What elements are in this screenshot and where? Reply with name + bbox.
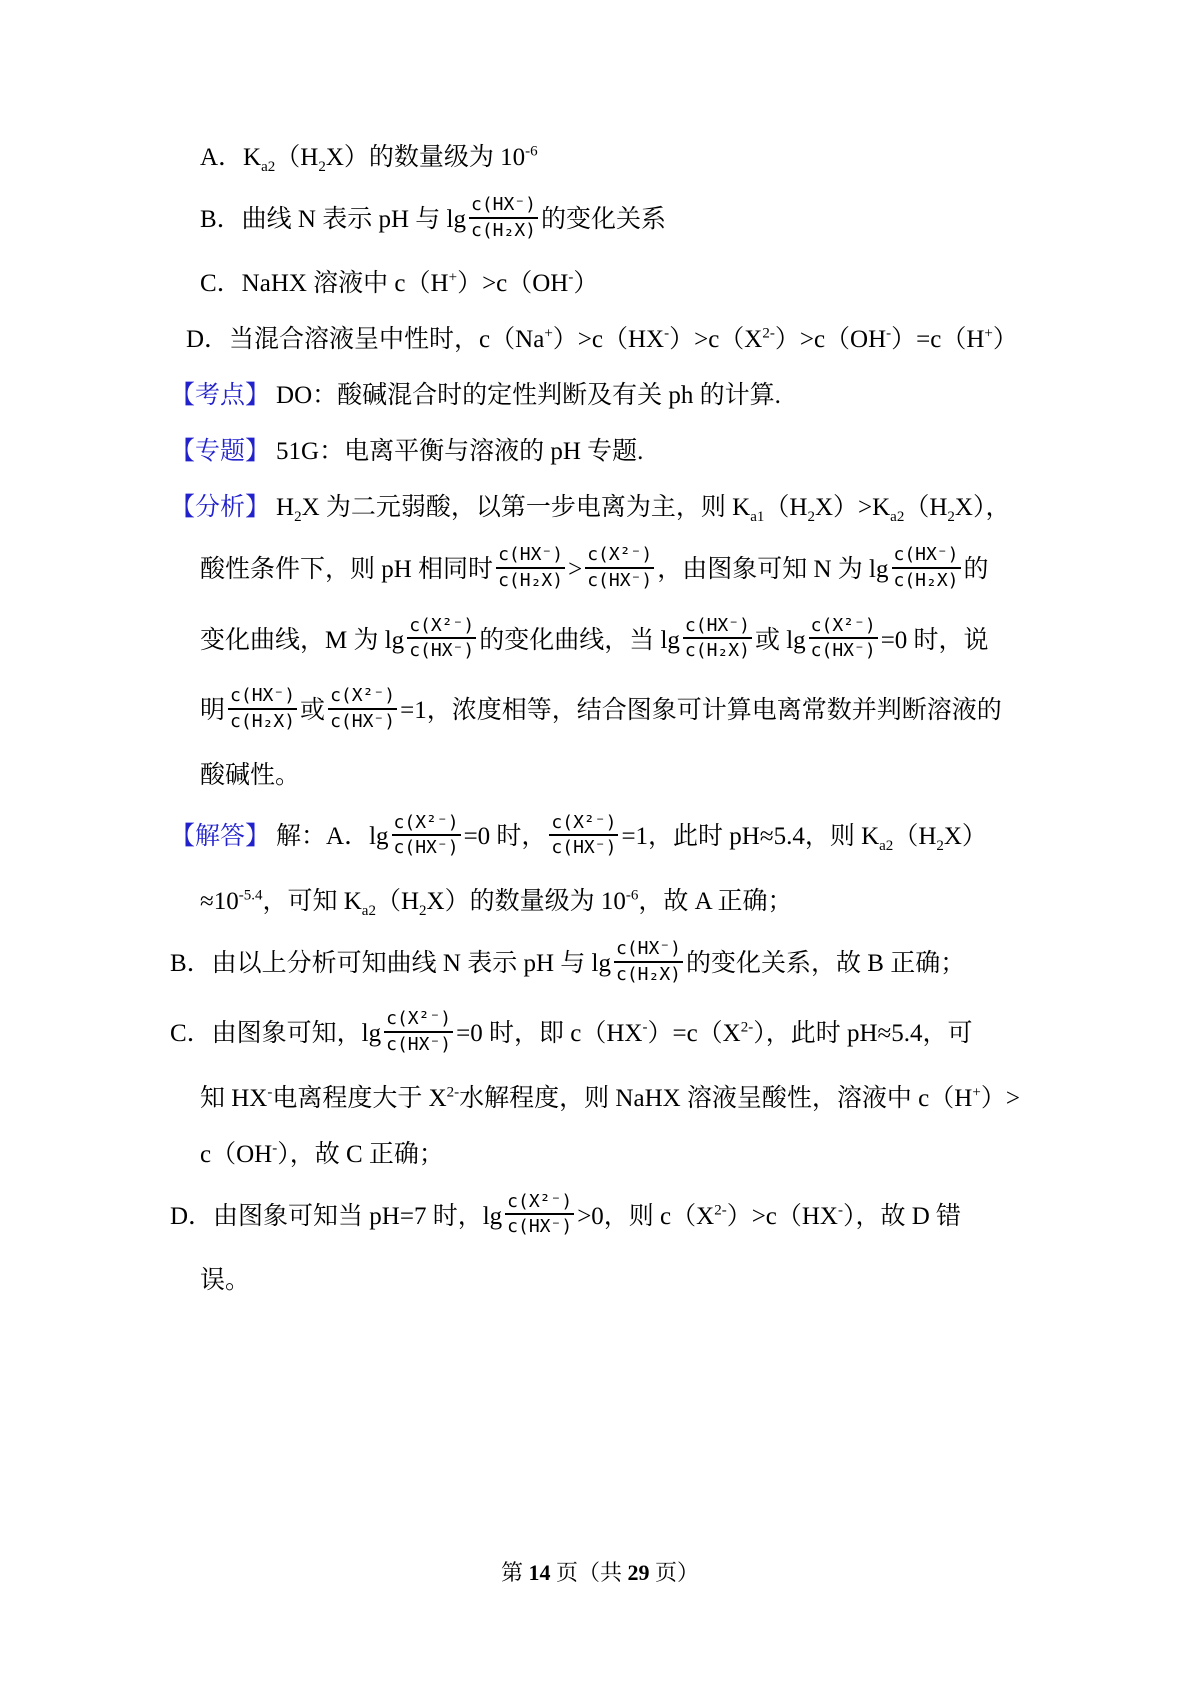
fraction: $\frac{\text{c(X²⁻)}}{c(HX^-)}$ [409,614,475,662]
answer-line-c2: 知 HX-电离程度大于 $X^{2-}$水解程度，则 NaHX 溶液呈酸性，溶液中 c（H+）> [200,1084,1020,1112]
fraction: $\frac{\text{c(X²⁻)}}{c(HX^-)}$ [507,1190,573,1238]
fraction: $\frac{\text{c(X²⁻)}}{c(HX^-)}$ [393,811,459,859]
option-c: C．NaHX 溶液中 c（H+）>c（OH-） [200,270,599,298]
answer-line-d2: 误。 [200,1267,251,1294]
fraction: $\frac{c(HX^-)}{\text{c(H₂X)}}$ [470,194,537,241]
fraction: $\frac{c(HX^-)}{\text{c(H₂X)}}$ [230,685,296,732]
zhuanti-text: 51G：电离平衡与溶液的 pH 专题. [276,438,644,466]
jieda-label: 【解答】 [170,823,271,851]
answer-line-b: B．由以上分析可知曲线 N 表示 pH 与 lg $\frac{c(HX^-)}{\text{c(H₂X)}}$ 的变化关系，故 B 正确； [170,937,966,985]
fraction: $\frac{\text{c(X²⁻)}}{c(HX^-)}$ [330,685,396,732]
fraction: $\frac{c(HX^-)}{\text{c(H₂X)}}$ [893,544,959,592]
kaodian-label: 【考点】 [170,382,271,410]
fraction: $\frac{\text{c(X²⁻)}}{c(HX^-)}$ [810,614,876,662]
fraction: $\frac{\text{c(X²⁻)}}{c(HX^-)}$ [587,544,653,592]
answer-line-a2: $\approx 10^{-5.4}$，可知 $K_{a2}(H_2X)$的数量级为 $10^{-6}$，故 A 正确； [200,887,793,919]
analysis-line-3: 变化曲线，M 为 lg $\frac{\text{c(X²⁻)}}{c(HX^-)}$ 的变化曲线，当 lg $\frac{c(HX^-)}{\text{c(H₂X)}}$ 或 lg $\frac{\text{c(X²⁻)}}{c(HX^-)}$ =0 时，说 [200,614,989,662]
analysis-line-2: 酸性条件下，则 pH 相同时 $\frac{c(HX^-)}{\text{c(H₂X)}}$ > $\frac{\text{c(X²⁻)}}{c(HX^-)}$ ，由图象可知 N 为 lg $\frac{c(HX^-)}{\text{c(H₂X)}}$ 的 [200,544,989,592]
analysis-line-5: 酸碱性。 [200,761,301,789]
answer-line-c1: C．由图象可知，lg $\frac{\text{c(X²⁻)}}{c(HX^-)}$ =0 时，即 $c(HX^-)=c(X^{2-})$，此时 pH≈5.4，可 [170,1008,973,1055]
page-number-footer: 第 14 页（共 29 页） [500,1560,700,1585]
fraction: $\frac{\text{c(X²⁻)}}{c(HX^-)}$ [386,1008,452,1055]
answer-line-a1 [170,811,1085,864]
fraction: $\frac{c(HX^-)}{\text{c(H₂X)}}$ [498,544,564,592]
fraction: $\frac{\text{c(X²⁻)}}{c(HX^-)}$ [551,811,617,859]
fraction: $\frac{c(HX^-)}{\text{c(H₂X)}}$ [615,937,682,985]
analysis-line-1 [170,490,1085,526]
option-d: D．当混合溶液呈中性时，$c(Na^+)>c(HX^-)>c(X^{2-})>c(OH^-)=c(H^+)$ [186,326,1018,354]
fraction: $\frac{c(HX^-)}{\text{c(H₂X)}}$ [684,614,750,662]
option-a: A．$K_{a2}(H_2X)$的数量级为 $10^{-6}$ [200,143,538,175]
fenxi-label: 【分析】 [170,494,271,522]
option-b: B．曲线 N 表示 pH 与 lg $\frac{c(HX^-)}{\text{c(H₂X)}}$ 的变化关系 [200,194,667,241]
answer-text-a1: 解：A．lg $\frac{\text{c(X²⁻)}}{c(HX^-)}$ =0 时， $\frac{\text{c(X²⁻)}}{c(HX^-)}$ =1，此时 pH≈5.4，则 $K_{a2}(H_2X)$ [276,811,987,859]
zhuanti-label: 【专题】 [170,438,271,466]
kaodian-text: DO：酸碱混合时的定性判断及有关 ph 的计算. [276,382,781,410]
answer-line-c3: c（OH-），故 C 正确； [200,1140,444,1168]
analysis-line-4: 明 $\frac{c(HX^-)}{\text{c(H₂X)}}$ 或 $\frac{\text{c(X²⁻)}}{c(HX^-)}$ =1，浓度相等，结合图象可计算电离常数并判断溶液的 [200,685,1002,732]
kaodian-line [170,378,1085,414]
analysis-text-1: $H_2X$ 为二元弱酸，以第一步电离为主，则 $K_{a1}(H_2X)>K_{a2}(H_2X)$， [276,494,1011,526]
answer-line-d1: D．由图象可知当 pH=7 时，lg $\frac{\text{c(X²⁻)}}{c(HX^-)}$ >0，则 $c(X^{2-})>c(HX^-)$，故 D 错 [170,1190,962,1238]
zhuanti-line [170,434,1085,470]
